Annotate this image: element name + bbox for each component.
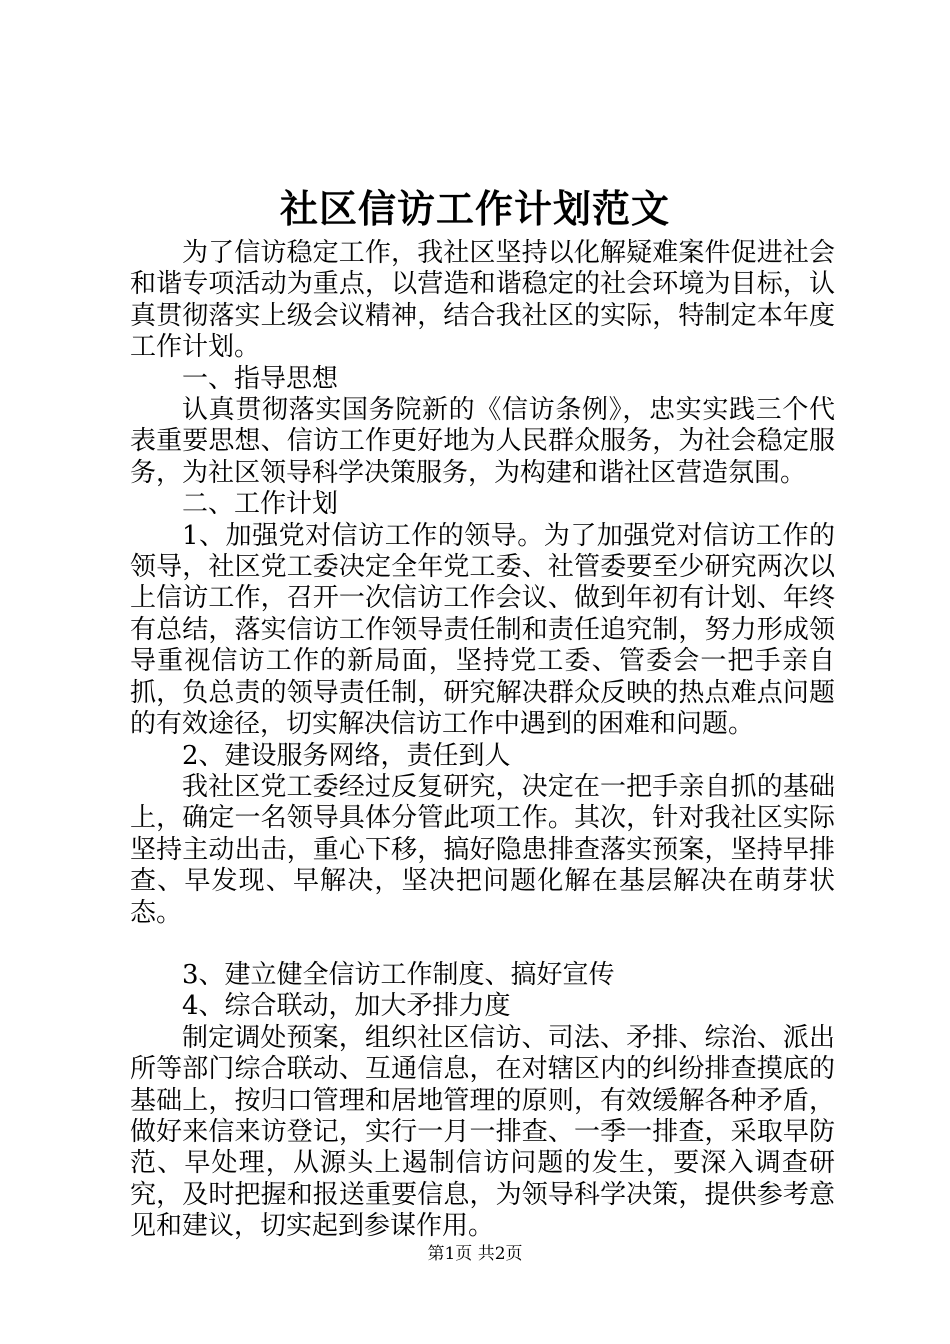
subheading-item-4: 4、综合联动，加大矛排力度 <box>182 991 511 1022</box>
page-number: 第1页 共2页 <box>427 1244 523 1264</box>
subheading-item-2: 2、建设服务网络，责任到人 <box>182 740 511 771</box>
paragraph-item-4: 制定调处预案，组织社区信访、司法、矛排、综治、派出所等部门综合联动、互通信息，在对辖区内的纠纷排查摸底的基础上，按归口管理和居地管理的原则，有效缓解各种矛盾，做好来信来访登记，实行一月一排查、一季一排查，采取早防范、早处理，从源头上遏制信访问题的发生，要深入调查研究，及时把握和报送重要信息，为领导科学决策，提供参考意见和建议，切实起到参谋作用。 <box>130 1022 835 1242</box>
paragraph-item-2: 我社区党工委经过反复研究，决定在一把手亲自抓的基础上，确定一名领导具体分管此项工作。其次，针对我社区实际坚持主动出击，重心下移，搞好隐患排查落实预案，坚持早排查、早发现、早解决，坚决把问题化解在基层解决在萌芽状态。 <box>130 771 835 928</box>
page-title: 社区信访工作计划范文 <box>279 186 670 231</box>
paragraph-intro: 为了信访稳定工作，我社区坚持以化解疑难案件促进社会和谐专项活动为重点，以营造和谐稳定的社会环境为目标，认真贯彻落实上级会议精神，结合我社区的实际，特制定本年度工作计划。 <box>130 238 835 363</box>
paragraph-guiding-thought: 认真贯彻落实国务院新的《信访条例》，忠实实践三个代表重要思想、信访工作更好地为人民群众服务，为社会稳定服务，为社区领导科学决策服务，为构建和谐社区营造氛围。 <box>130 395 835 488</box>
subheading-item-3: 3、建立健全信访工作制度、搞好宣传 <box>182 959 615 990</box>
document-body <box>130 238 835 1243</box>
section-heading-work-plan: 二、工作计划 <box>182 489 339 520</box>
section-heading-guiding-thought: 一、指导思想 <box>182 363 339 394</box>
paragraph-item-1: 1、加强党对信访工作的领导。为了加强党对信访工作的领导，社区党工委决定全年党工委、社管委要至少研究两次以上信访工作，召开一次信访工作会议、做到年初有计划、年终有总结，落实信访工作领导责任制和责任追究制，努力形成领导重视信访工作的新局面，坚持党工委、管委会一把手亲自抓，负总责的领导责任制，研究解决群众反映的热点难点问题的有效途径，切实解决信访工作中遇到的困难和问题。 <box>130 520 835 740</box>
